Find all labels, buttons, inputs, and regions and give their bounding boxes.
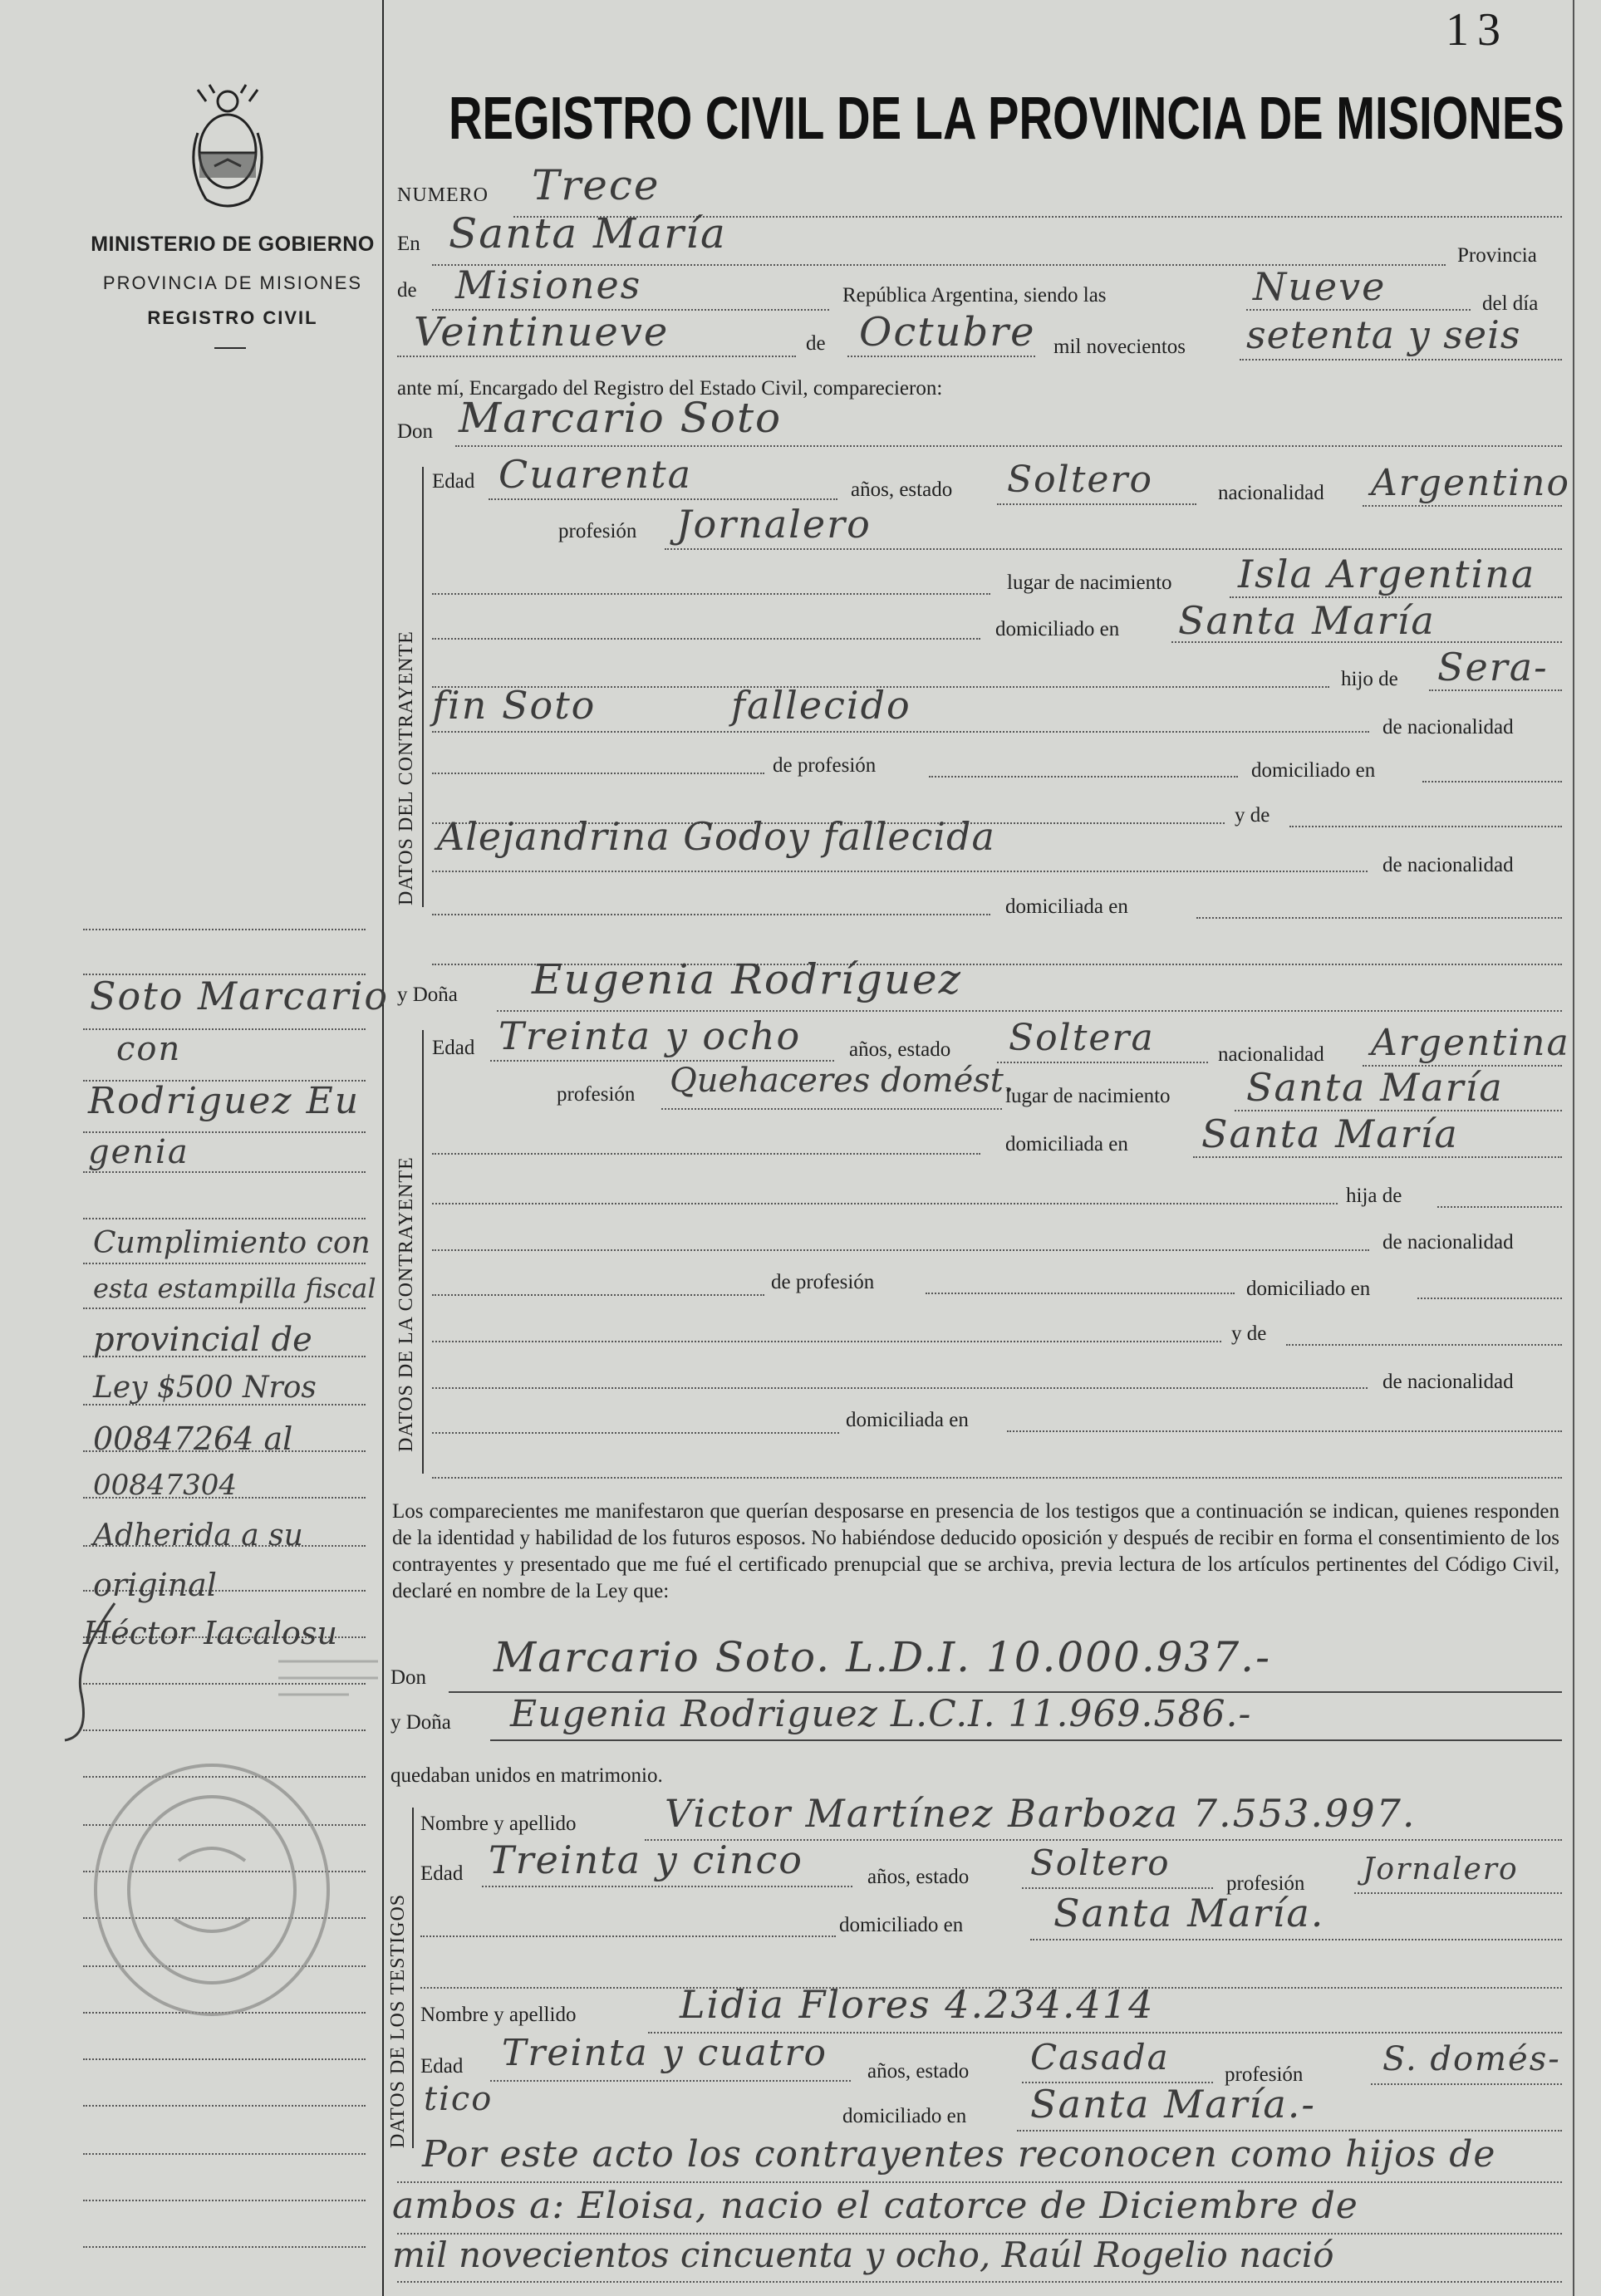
profesion-value: Jornalero xyxy=(676,502,872,547)
margin-note-line: 00847304 xyxy=(93,1469,238,1502)
margin-note-line: con xyxy=(116,1030,182,1068)
dia-value: Veintinueve xyxy=(414,309,670,356)
section-label-testigos: DATOS DE LOS TESTIGOS xyxy=(387,1893,409,2148)
de-value: Misiones xyxy=(455,262,642,307)
domiciliada-label: domiciliada en xyxy=(1005,895,1128,918)
edad-label: Edad xyxy=(432,470,475,493)
estado-value: Soltera xyxy=(1009,1017,1155,1059)
declaration-text: Los comparecientes me manifestaron que querían desposarse en presencia de los testigos que a continuación se indican, quienes responden de la identidad y habilidad de los futuros esposos. No habiéndose deducido oposición y después de recibir en forma el consentimiento de los contrayentes y presentado que me fué el certificado prenupcial que se archiva, previa lectura de los artículos pertinentes del Código Civil, declaré en nombre de la Ley que: xyxy=(392,1500,1559,1602)
testigo1-nombre: Victor Martínez Barboza 7.553.997. xyxy=(665,1791,1417,1836)
profesion-label: profesión xyxy=(1225,2063,1304,2086)
testigo2-profesion-a: S. domés- xyxy=(1382,2040,1561,2078)
right-rule xyxy=(1573,0,1574,2296)
nombre-apellido-label: Nombre y apellido xyxy=(420,2004,577,2026)
nacionalidad-value: Argentina xyxy=(1371,1022,1570,1064)
republica-text: República Argentina, siendo las xyxy=(842,284,1107,307)
margin-note-line: Adherida a su xyxy=(93,1518,303,1553)
hijo-de-label: hijo de xyxy=(1341,668,1398,690)
provincia-label: Provincia xyxy=(1457,244,1537,267)
union-closing: quedaban unidos en matrimonio. xyxy=(390,1764,663,1787)
edad-value: Cuarenta xyxy=(498,452,692,497)
lugar-nacimiento-value: Isla Argentina xyxy=(1238,552,1536,596)
hija-de-label: hija de xyxy=(1346,1185,1402,1207)
profesion-label: profesión xyxy=(557,1083,636,1106)
section-label-contrayente: DATOS DE LA CONTRAYENTE xyxy=(395,1156,417,1452)
padre-estado-value: fallecido xyxy=(731,683,911,728)
margin-rule xyxy=(382,0,384,2296)
seal-stamp-icon xyxy=(83,1753,341,2027)
hora-value: Nueve xyxy=(1253,264,1387,309)
testigo1-estado: Soltero xyxy=(1030,1842,1171,1883)
note-line: mil novecientos cincuenta y ocho, Raúl Rogelio nació xyxy=(392,2235,1334,2275)
y-de-label: y de xyxy=(1235,804,1270,827)
nacionalidad-value: Argentino xyxy=(1371,462,1570,504)
mes-value: Octubre xyxy=(859,309,1036,356)
registry-label: REGISTRO CIVIL xyxy=(147,307,318,328)
section-bracket xyxy=(422,1030,424,1474)
page-number: 13 xyxy=(1446,4,1509,56)
signature-flourish-icon xyxy=(56,1595,131,1744)
anios-estado-label: años, estado xyxy=(849,1038,951,1061)
en-label: En xyxy=(397,233,420,255)
de-mes-label: de xyxy=(806,332,826,355)
mil-label: mil novecientos xyxy=(1053,336,1186,358)
page-title: REGISTRO CIVIL DE LA PROVINCIA DE MISIONES xyxy=(449,86,1564,152)
section-bracket xyxy=(422,467,424,907)
edad-label: Edad xyxy=(432,1037,475,1059)
ante-text: ante mí, Encargado del Registro del Estado Civil, comparecieron: xyxy=(397,377,943,400)
de-label: de xyxy=(397,279,417,302)
de-profesion-label: de profesión xyxy=(773,754,877,777)
de-profesion-label: de profesión xyxy=(771,1271,875,1293)
profesion-value: Quehaceres domést. xyxy=(670,1062,1014,1100)
anios-estado-label: años, estado xyxy=(867,2060,970,2083)
de-nacionalidad-label: de nacionalidad xyxy=(1382,854,1514,876)
domiciliado-label: domiciliado en xyxy=(842,2105,967,2127)
lugar-nacimiento-label: lugar de nacimiento xyxy=(1007,572,1172,594)
de-nacionalidad-label: de nacionalidad xyxy=(1382,1231,1514,1253)
numero-label: NUMERO xyxy=(397,184,489,206)
lugar-nacimiento-value: Santa María xyxy=(1246,1065,1504,1110)
nacionalidad-label: nacionalidad xyxy=(1218,1043,1324,1066)
testigo2-edad: Treinta y cuatro xyxy=(502,2032,828,2074)
margin-note-line: Rodriguez Eu xyxy=(88,1080,361,1122)
margin-note-line: Soto Marcario xyxy=(90,974,390,1018)
profesion-label: profesión xyxy=(558,520,637,542)
coat-of-arms-icon xyxy=(181,83,274,216)
margin-note-line: Ley $500 Nros xyxy=(93,1371,317,1405)
note-line: Por este acto los contrayentes reconocen como hijos de xyxy=(422,2133,1496,2176)
domiciliado-label: domiciliado en xyxy=(839,1914,964,1936)
union-don-label: Don xyxy=(390,1666,427,1689)
edad-value: Treinta y ocho xyxy=(498,1013,802,1058)
profesion-label: profesión xyxy=(1226,1872,1305,1895)
union-don-value: Marcario Soto. L.D.I. 10.000.937.- xyxy=(494,1633,1271,1681)
margin-signature: Héctor Iacalosu xyxy=(83,1615,337,1651)
margin-note-line: esta estampilla fiscal xyxy=(93,1273,376,1304)
testigo1-profesion: Jornalero xyxy=(1363,1852,1519,1886)
y-dona-label: y Doña xyxy=(397,984,458,1006)
padre-value-b: fin Soto xyxy=(432,683,597,728)
stamp-fragment-icon xyxy=(274,1653,382,1703)
margin-note-line: genia xyxy=(88,1133,189,1171)
edad-label: Edad xyxy=(420,1862,464,1885)
testigo1-edad: Treinta y cinco xyxy=(489,1837,803,1882)
margin-note-line: Cumplimiento con xyxy=(93,1226,371,1260)
testigo2-estado: Casada xyxy=(1030,2037,1170,2078)
domicilio-value: Santa María xyxy=(1201,1111,1459,1156)
section-label-contrayente: DATOS DEL CONTRAYENTE xyxy=(395,630,417,905)
padre-value-a: Sera- xyxy=(1437,645,1549,689)
testigo2-domicilio: Santa María.- xyxy=(1030,2082,1316,2127)
union-dona-line xyxy=(490,1739,1562,1741)
edad-label: Edad xyxy=(420,2055,464,2078)
don-label: Don xyxy=(397,420,434,443)
testigo1-domicilio: Santa María. xyxy=(1053,1891,1325,1935)
note-line: ambos a: Eloisa, nacio el catorce de Diciembre de xyxy=(392,2185,1358,2227)
union-dona-label: y Doña xyxy=(390,1711,451,1734)
en-value: Santa María xyxy=(449,209,727,258)
province-label: PROVINCIA DE MISIONES xyxy=(102,272,363,293)
domicilio-value: Santa María xyxy=(1178,598,1436,643)
domiciliada-label: domiciliada en xyxy=(1005,1133,1128,1155)
don-value: Marcario Soto xyxy=(459,394,783,442)
domiciliado-label: domiciliado en xyxy=(1246,1278,1371,1300)
del-dia-label: del día xyxy=(1482,292,1539,315)
nacionalidad-label: nacionalidad xyxy=(1218,482,1324,504)
y-de-label: y de xyxy=(1231,1322,1267,1345)
domiciliado-label: domiciliado en xyxy=(1251,759,1376,782)
madre-value: Alejandrina Godoy fallecida xyxy=(437,814,995,859)
estado-value: Soltero xyxy=(1007,459,1153,501)
de-nacionalidad-label: de nacionalidad xyxy=(1382,1371,1514,1393)
domiciliado-label: domiciliado en xyxy=(995,618,1120,640)
numero-value: Trece xyxy=(532,161,661,209)
nombre-apellido-label: Nombre y apellido xyxy=(420,1813,577,1835)
de-nacionalidad-label: de nacionalidad xyxy=(1382,716,1514,738)
domiciliada-label: domiciliada en xyxy=(846,1409,969,1431)
dona-value: Eugenia Rodríguez xyxy=(532,955,962,1003)
margin-note-line: provincial de xyxy=(93,1321,312,1359)
margin-note-line: 00847264 al xyxy=(93,1420,293,1457)
testigo2-nombre: Lidia Flores 4.234.414 xyxy=(680,1982,1155,2027)
anios-estado-label: años, estado xyxy=(867,1866,970,1888)
testigo2-profesion-b: tico xyxy=(424,2080,494,2118)
section-bracket xyxy=(412,1808,414,2148)
anios-estado-label: años, estado xyxy=(851,478,953,501)
anio-value: setenta y seis xyxy=(1246,312,1521,357)
union-dona-value: Eugenia Rodriguez L.C.I. 11.969.586.- xyxy=(510,1693,1252,1735)
lugar-nacimiento-label: lugar de nacimiento xyxy=(1005,1085,1171,1107)
registry-underline xyxy=(214,347,246,349)
ministry-label: MINISTERIO DE GOBIERNO xyxy=(91,233,375,256)
margin-note-line: original xyxy=(93,1567,217,1603)
